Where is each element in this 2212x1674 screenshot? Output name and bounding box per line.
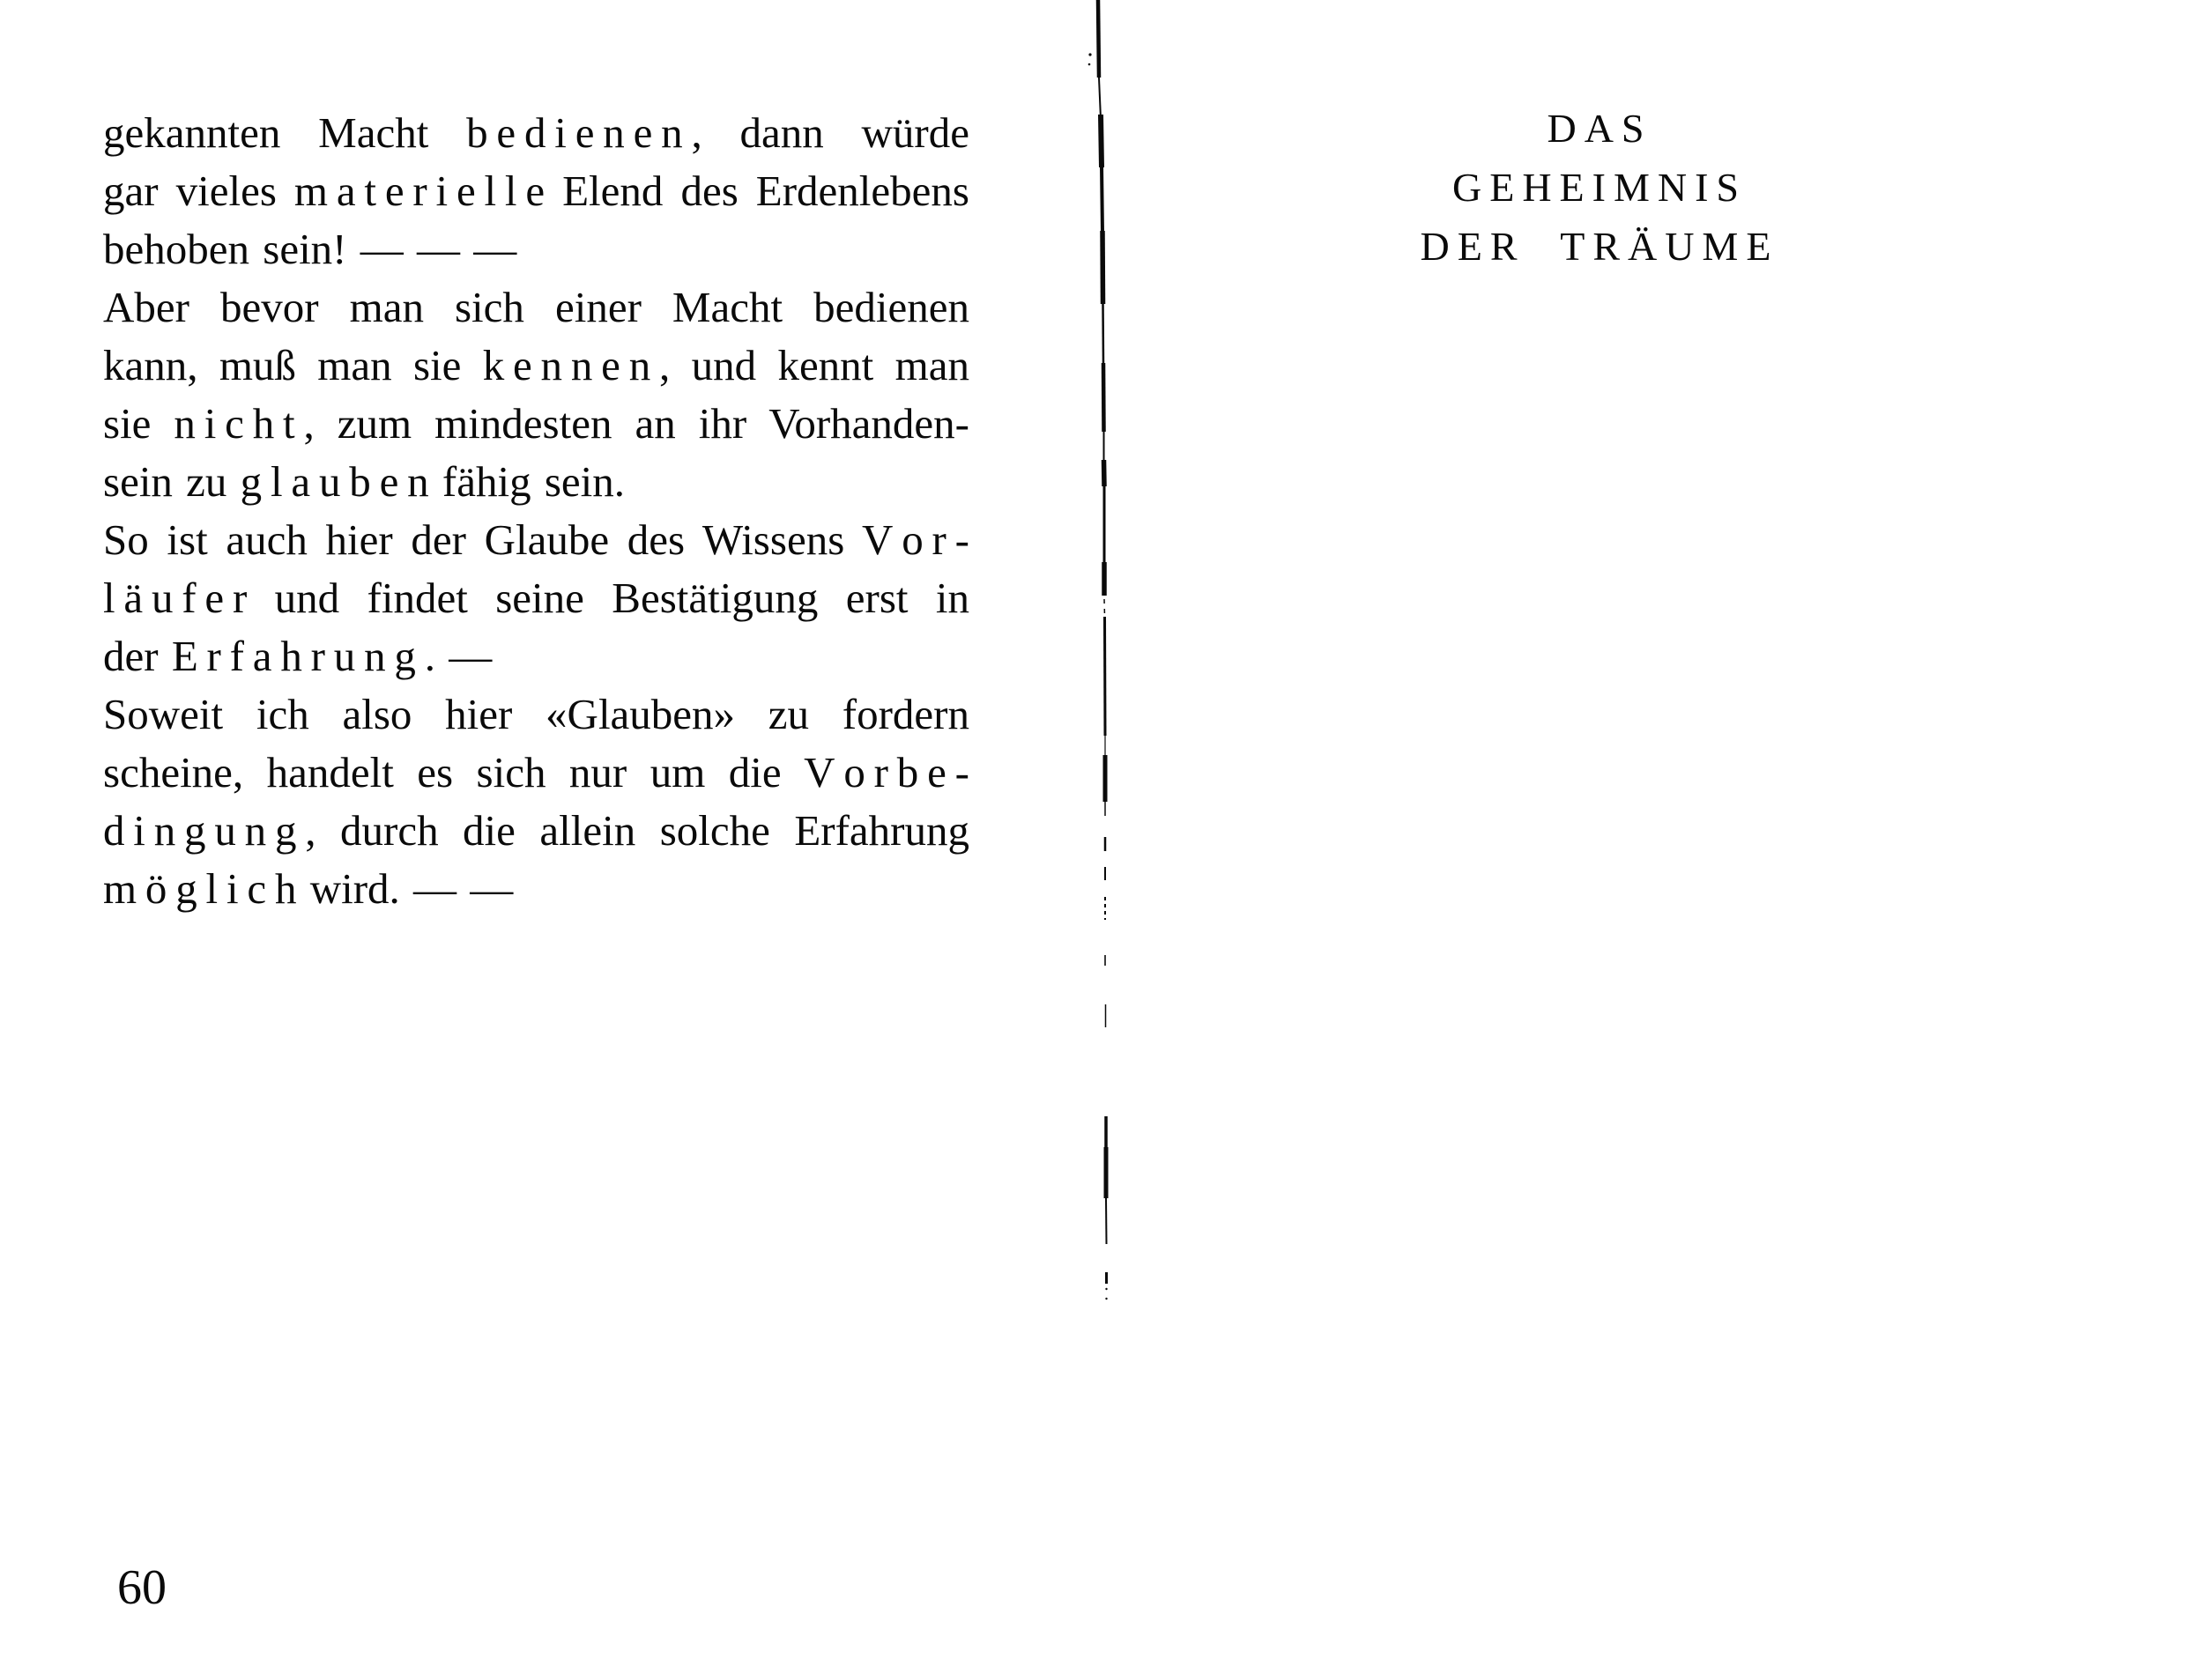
text-line: So ist auch hier der Glaube des Wissens V o r - xyxy=(103,515,969,564)
text-line: Aber bevor man sich einer Macht bedienen xyxy=(103,283,969,331)
text-line: l ä u f e r und findet seine Bestätigung erst in xyxy=(103,574,969,622)
text-block xyxy=(103,104,969,918)
text-line: gar vieles m a t e r i e l l e Elend des Erdenlebens xyxy=(103,167,969,215)
text-line: scheine, handelt es sich nur um die V o r b e - xyxy=(103,748,969,796)
text-line: d i n g u n g , durch die allein solche Erfahrung xyxy=(103,806,969,855)
chapter-title-line-2: DER TRÄUME xyxy=(1420,224,1779,269)
text-line: behoben sein! — — — xyxy=(103,225,517,273)
page-fold-divider xyxy=(1087,0,1117,1674)
chapter-title-line-1: DAS GEHEIMNIS xyxy=(1452,106,1747,210)
chapter-title xyxy=(1392,99,1807,276)
text-line: kann, muß man sie k e n n e n , und kennt man xyxy=(103,341,969,389)
text-line: m ö g l i c h wird. — — xyxy=(103,864,514,913)
page-number: 60 xyxy=(117,1560,167,1615)
text-line: der E r f a h r u n g . — xyxy=(103,632,493,680)
text-line: gekannten Macht b e d i e n e n , dann würde xyxy=(103,108,969,157)
text-line: Soweit ich also hier «Glauben» zu fordern xyxy=(103,690,969,738)
text-line: sein zu g l a u b e n fähig sein. xyxy=(103,457,626,506)
text-line: sie n i c h t , zum mindesten an ihr Vorhanden- xyxy=(103,399,969,448)
